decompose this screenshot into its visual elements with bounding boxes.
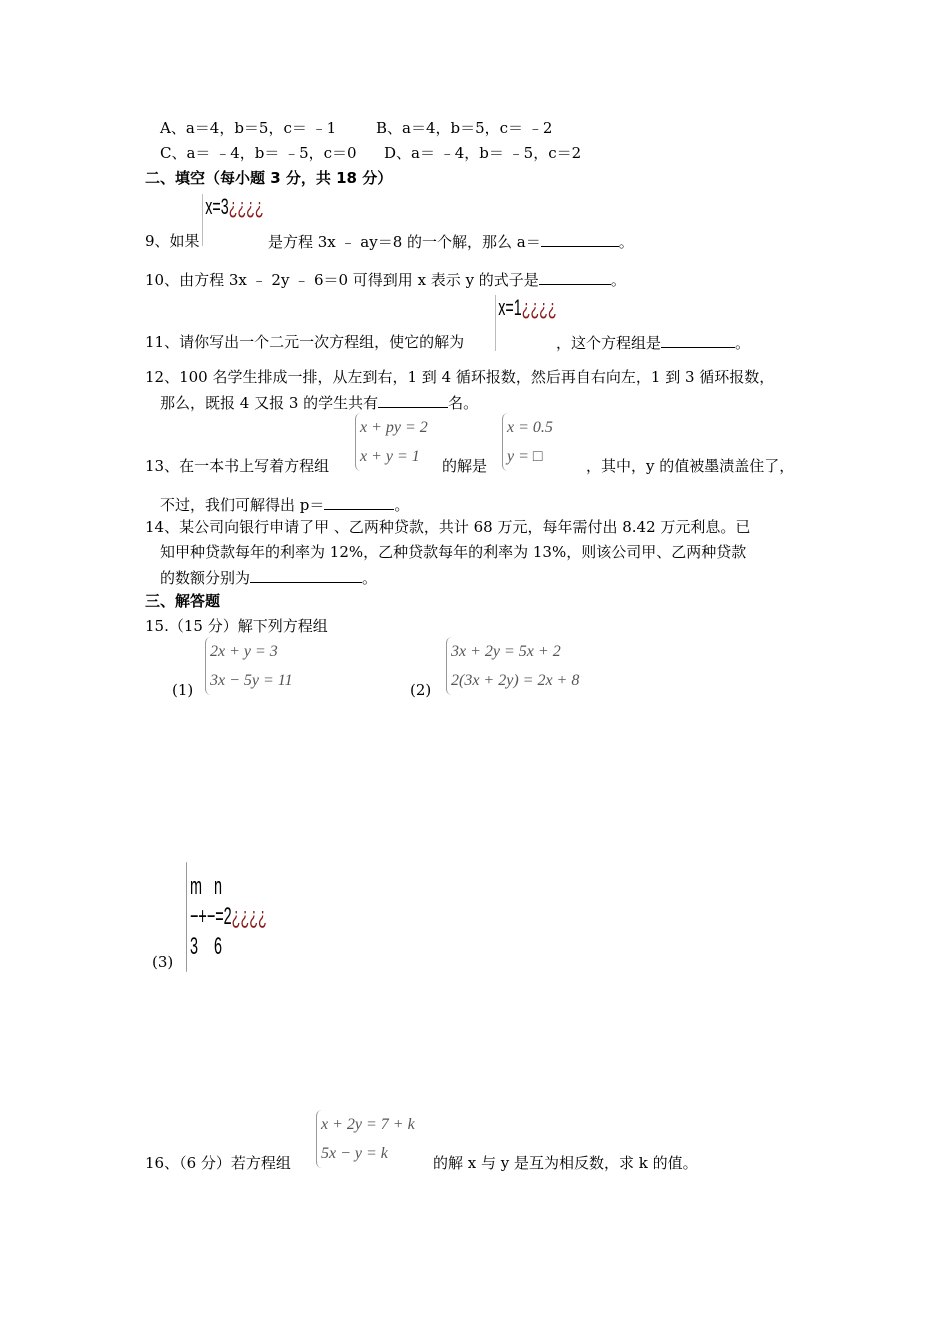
q16-post: 的解 x 与 y 是互为相反数，求 k 的值。 (433, 1154, 698, 1172)
q11-sys-text: x=1 (498, 295, 522, 320)
q11-garble: ¿¿¿¿ (521, 295, 557, 320)
q15-system3 (190, 872, 267, 962)
q15-system1 (205, 637, 293, 695)
q15-system2 (446, 637, 579, 695)
q11-end: 。 (735, 334, 751, 352)
q15-s3-eq: −+−=2 (190, 903, 232, 930)
q13-line2 (160, 495, 409, 514)
option-d: D、a＝ ﹣4，b＝ ﹣5，c＝2 (384, 144, 582, 162)
q9-system (202, 194, 264, 246)
q15-system3-brace (186, 862, 187, 972)
q13-eq1: x + py = 2 (360, 419, 428, 436)
q15-part3-label: (3) (152, 953, 174, 971)
q14-text: 的数额分别为 (160, 569, 251, 587)
q14-line2: 知甲种贷款每年的利率为 12%，乙种贷款每年的利率为 13%，则该公司甲、乙两种贷款 (160, 543, 747, 561)
q15-s3-garble: ¿¿¿¿ (231, 903, 267, 930)
section-3-heading: 三、解答题 (145, 592, 221, 610)
q12-text: 那么，既报 4 又报 3 的学生共有 (160, 394, 379, 412)
q10-blank (539, 270, 611, 285)
q15-part1-label: (1) (172, 681, 194, 699)
q12-blank (378, 393, 448, 408)
q10-end: 。 (610, 271, 626, 289)
q16-eq2: 5x − y = k (321, 1145, 388, 1162)
q9-end: 。 (618, 233, 634, 251)
q11-post: ，这个方程组是 (556, 334, 662, 352)
q13-blank (324, 495, 394, 510)
q16-eq1: x + 2y = 7 + k (321, 1116, 415, 1133)
q13-mid: 的解是 (442, 457, 488, 475)
q14-end: 。 (362, 569, 378, 587)
q15-s3-6: 6 (214, 933, 223, 960)
option-a: A、a＝4，b＝5，c＝ ﹣1 (160, 119, 337, 137)
q13-solution (502, 413, 553, 471)
q13-system (355, 413, 428, 471)
q15-part2-label: (2) (410, 681, 432, 699)
q15-s3-n: n (214, 873, 223, 900)
q9-post: 是方程 3x ﹣ ay＝8 的一个解，那么 a＝ (268, 233, 541, 251)
q13-sol1: x = 0.5 (507, 419, 553, 436)
q9-garble: ¿¿¿¿ (228, 194, 264, 219)
q15-s2-eq1: 3x + 2y = 5x + 2 (451, 643, 561, 660)
q13-prefix: 13、在一本书上写着方程组 (145, 457, 330, 475)
q13-eq2: x + y = 1 (360, 448, 420, 465)
q13-end: 。 (394, 496, 410, 514)
q15-title: 15.（15 分）解下列方程组 (145, 617, 328, 635)
option-b: B、a＝4，b＝5，c＝ ﹣2 (376, 119, 553, 137)
q14-line1: 14、某公司向银行申请了甲 、乙两种贷款，共计 68 万元，每年需付出 8.42 万元利息。已 (145, 518, 751, 536)
q14-blank (250, 568, 362, 583)
q12-end: 名。 (448, 394, 479, 412)
q11-text (556, 333, 750, 352)
q13-sol2: y = □ (507, 448, 543, 465)
q13-text: 不过，我们可解得出 p＝ (160, 496, 325, 514)
q15-s2-eq2: 2(3x + 2y) = 2x + 8 (451, 672, 580, 689)
q9-sys-text: x=3 (205, 194, 229, 219)
q10-text: 10、由方程 3x ﹣ 2y ﹣ 6＝0 可得到用 x 表示 y 的式子是 (145, 271, 539, 289)
q15-s1-eq2: 3x − 5y = 11 (210, 672, 293, 689)
q15-s3-m: m (190, 873, 202, 900)
q10 (145, 270, 626, 289)
q11-blank (661, 333, 735, 348)
q11-prefix: 11、请你写出一个二元一次方程组，使它的解为 (145, 333, 465, 351)
q11-system (495, 295, 557, 351)
q9-blank (541, 232, 619, 247)
section-2-heading: 二、填空（每小题 3 分，共 18 分） (145, 169, 393, 187)
q14-line3 (160, 568, 377, 587)
q15-s3-3: 3 (190, 933, 199, 960)
q16-prefix: 16、（6 分）若方程组 (145, 1154, 291, 1172)
q12-line2 (160, 393, 478, 412)
q15-s1-eq1: 2x + y = 3 (210, 643, 278, 660)
q12-line1: 12、100 名学生排成一排，从左到右，1 到 4 循环报数，然后再自右向左，1 到 3 循环报数， (145, 368, 775, 386)
q9-prefix: 9、如果 (145, 232, 200, 250)
q16-system (316, 1110, 415, 1168)
q9-text (268, 232, 634, 251)
q13-post: ，其中，y 的值被墨渍盖住了， (586, 457, 795, 475)
option-c: C、a＝ ﹣4，b＝ ﹣5，c＝0 (160, 144, 357, 162)
